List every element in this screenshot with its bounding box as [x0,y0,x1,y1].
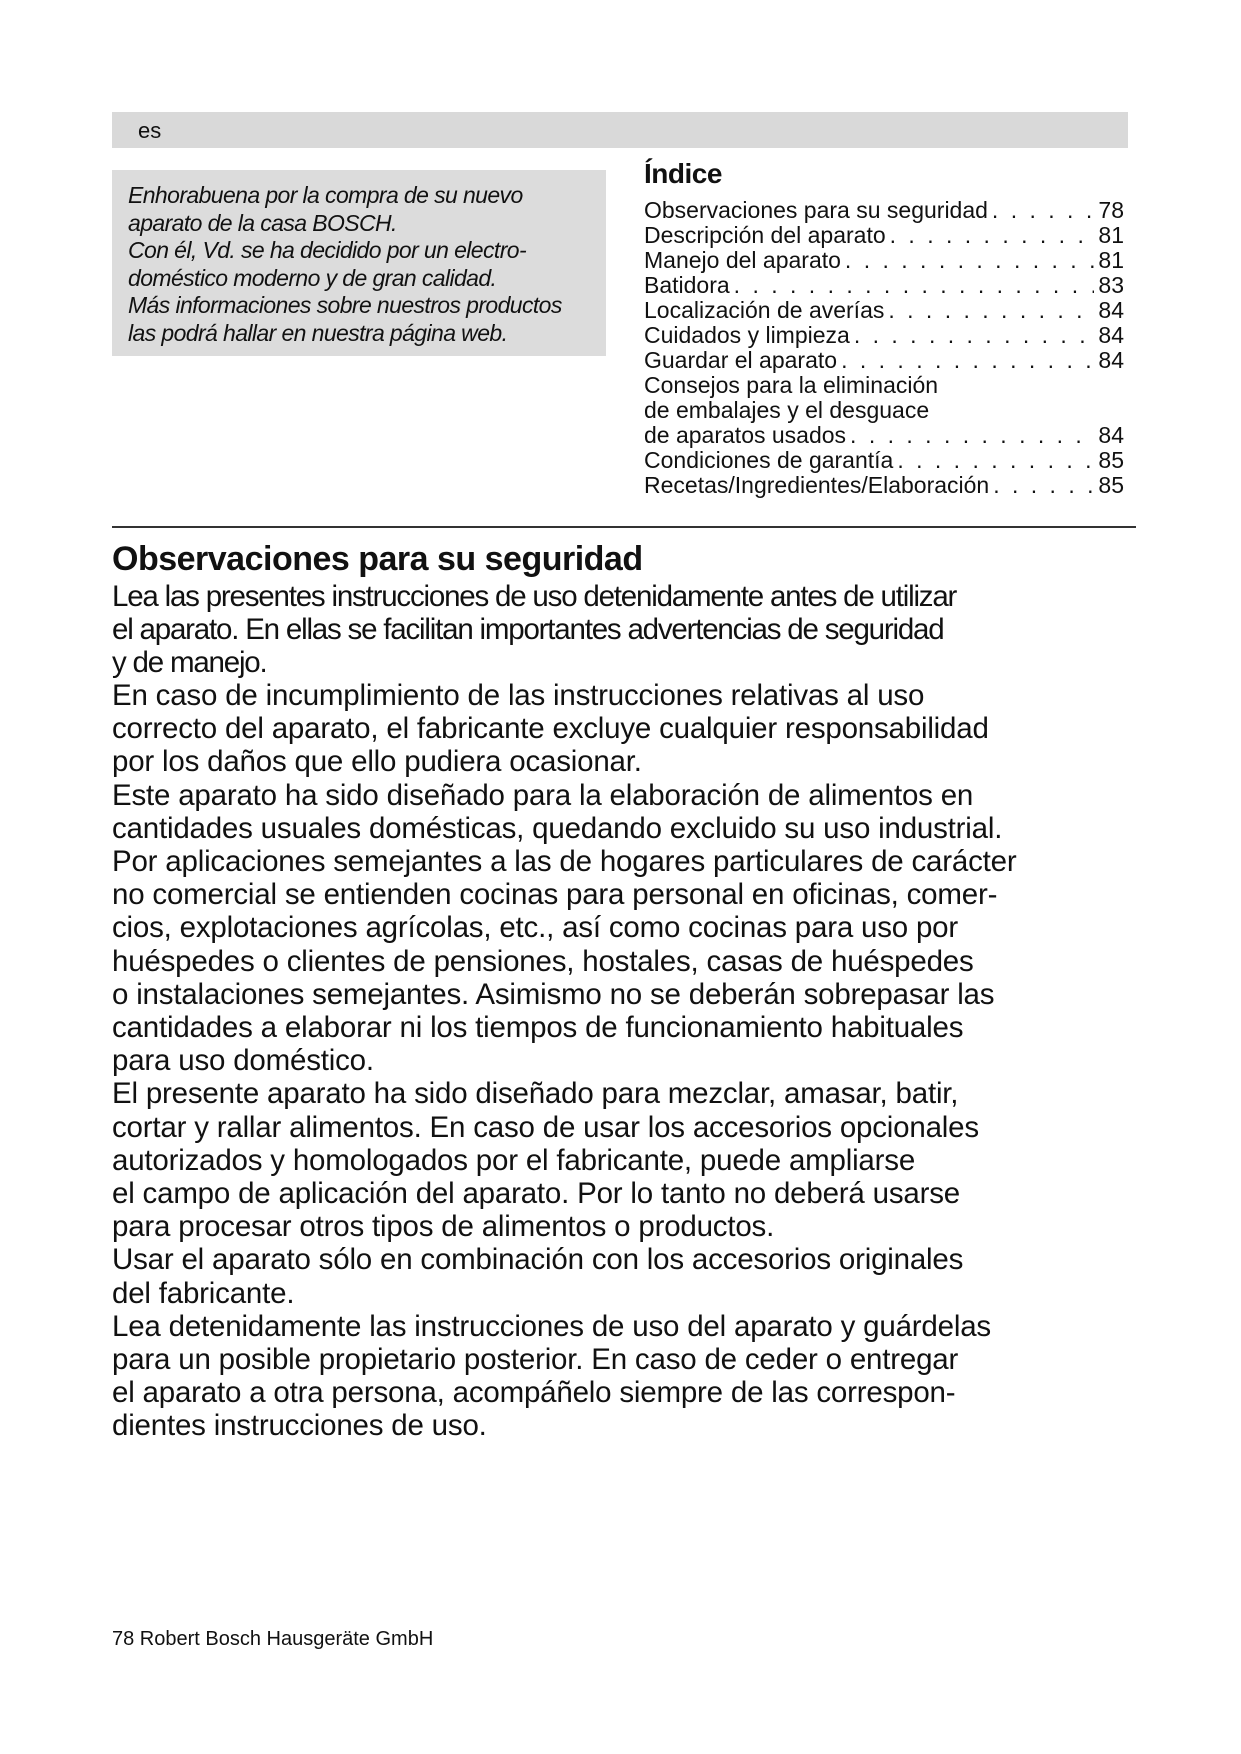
main-content [112,538,1142,1443]
language-code: es [138,118,162,143]
toc-item[interactable]: Batidora . . . 83 [644,273,1124,298]
toc-page-number: 85 [1098,473,1124,498]
toc-page-number: 78 [1098,198,1124,223]
paragraph: Usar el aparato sólo en combinación con los accesorios originales del fabricante. [112,1243,964,1310]
paragraph: En caso de incumplimiento de las instrucciones relativas al uso correcto del aparato, el fabricante excluye cualquier responsabilidad por los daños que ello pudiera ocasionar. [112,679,989,779]
toc-page-number: 84 [1098,323,1124,348]
toc-item[interactable]: Recetas/Ingredientes/Elaboración . . . 85 [644,473,1124,498]
toc-item[interactable]: Observaciones para su seguridad . . . 78 [644,198,1124,223]
lead-paragraph: Lea las presentes instrucciones de uso detenidamente antes de utilizar el aparato. En ellas se facilitan importantes advertencias de seguridad y de manejo. [112,580,957,679]
intro-line: aparato de la casa BOSCH. [128,209,397,236]
toc-item[interactable]: Consejos para la eliminación de embalajes y el desguace de aparatos usados . . . 84 [644,373,1124,448]
intro-box [112,170,606,356]
toc-item[interactable]: Condiciones de garantía . . . 85 [644,448,1124,473]
section-divider [112,526,1136,528]
intro-line: Enhorabuena por la compra de su nuevo [128,182,523,208]
intro-line: doméstico moderno y de gran calidad. [128,264,497,291]
paragraph: El presente aparato ha sido diseñado para mezclar, amasar, batir, cortar y rallar alimentos. En caso de usar los accesorios opcionales autorizados y homologados por el fabricante, puede ampliarse el campo de aplicación del aparato. Por lo tanto no deberá usarse para procesar otros tipos de alimentos o productos. [112,1077,979,1244]
toc-item[interactable]: Cuidados y limpieza . . . 84 [644,323,1124,348]
body-text [112,679,1142,1443]
paragraph: Lea detenidamente las instrucciones de uso del aparato y guárdelas para un posible propietario posterior. En caso de ceder o entregar el aparato a otra persona, acompáñelo siempre de las correspon- dientes instrucciones de uso. [112,1309,991,1443]
language-bar [112,112,1128,148]
intro-line: Más informaciones sobre nuestros productos [128,292,562,318]
toc-item[interactable]: Manejo del aparato . . . 81 [644,248,1124,273]
toc-page-number: 81 [1098,248,1124,273]
toc-item[interactable]: Guardar el aparato . . . 84 [644,348,1124,373]
intro-line: Con él, Vd. se ha decidido por un electro- [128,237,526,263]
intro-line: las podrá hallar en nuestra página web. [128,319,508,346]
toc-page-number: 84 [1098,348,1124,373]
toc-title: Índice [644,158,722,189]
toc-list [644,198,1124,498]
paragraph: Este aparato ha sido diseñado para la elaboración de alimentos en cantidades usuales domésticas, quedando excluido su uso industrial. Por aplicaciones semejantes a las de hogares particulares de carácter no comercial se entienden cocinas para personal en oficinas, comer- cios, explotaciones agrícolas, etc., así como cocinas para uso por huéspedes o clientes de pensiones, hostales, casas de huéspedes o instalaciones semejantes. Asimismo no se deberán sobrepasar las cantidades a elaborar ni los tiempos de funcionamiento habituales para uso doméstico. [112,778,1017,1078]
toc-page-number: 83 [1098,273,1124,298]
toc-item[interactable]: Localización de averías . . . 84 [644,298,1124,323]
toc-page-number: 85 [1098,448,1124,473]
toc-item[interactable]: Descripción del aparato . . . 81 [644,223,1124,248]
page-footer: 78 Robert Bosch Hausgeräte GmbH [112,1628,434,1650]
toc-page-number: 81 [1098,223,1124,248]
toc-page-number: 84 [1098,298,1124,323]
section-title: Observaciones para su seguridad [112,540,643,578]
toc-page-number: 84 [1098,422,1124,448]
table-of-contents [644,158,1124,498]
